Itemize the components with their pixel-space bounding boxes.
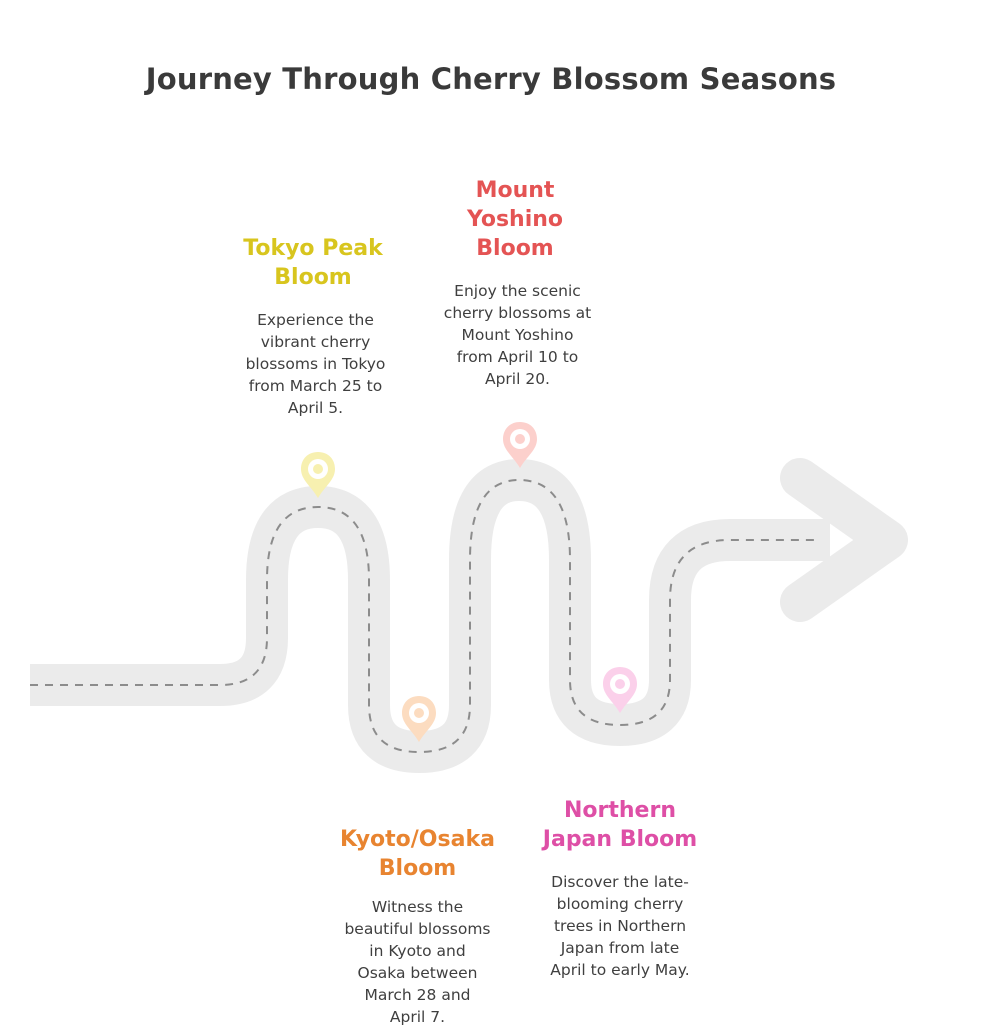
stage-title-kyoto-osaka: Kyoto/Osaka Bloom — [340, 827, 495, 881]
stage-description-northern-japan: Discover the late- blooming cherry trees in Northern Japan from late April to early May. — [550, 873, 690, 979]
map-pin-icon — [298, 450, 338, 500]
map-pin-icon — [600, 665, 640, 715]
map-pin-icon — [399, 694, 439, 744]
diagram-title: Journey Through Cherry Blossom Seasons — [145, 62, 837, 96]
stage-description-mount-yoshino: Enjoy the scenic cherry blossoms at Mount Yoshino from April 10 to April 20. — [443, 282, 592, 388]
stage-description-kyoto-osaka: Witness the beautiful blossoms in Kyoto and Osaka between March 28 and April 7. — [344, 898, 491, 1026]
map-pin-icon — [500, 420, 540, 470]
stage-description-tokyo: Experience the vibrant cherry blossoms in Tokyo from March 25 to April 5. — [245, 311, 386, 417]
stage-title-northern-japan: Northern Japan Bloom — [542, 798, 698, 852]
stage-title-mount-yoshino: Mount Yoshino Bloom — [466, 178, 564, 261]
stage-title-tokyo: Tokyo Peak Bloom — [243, 236, 383, 290]
